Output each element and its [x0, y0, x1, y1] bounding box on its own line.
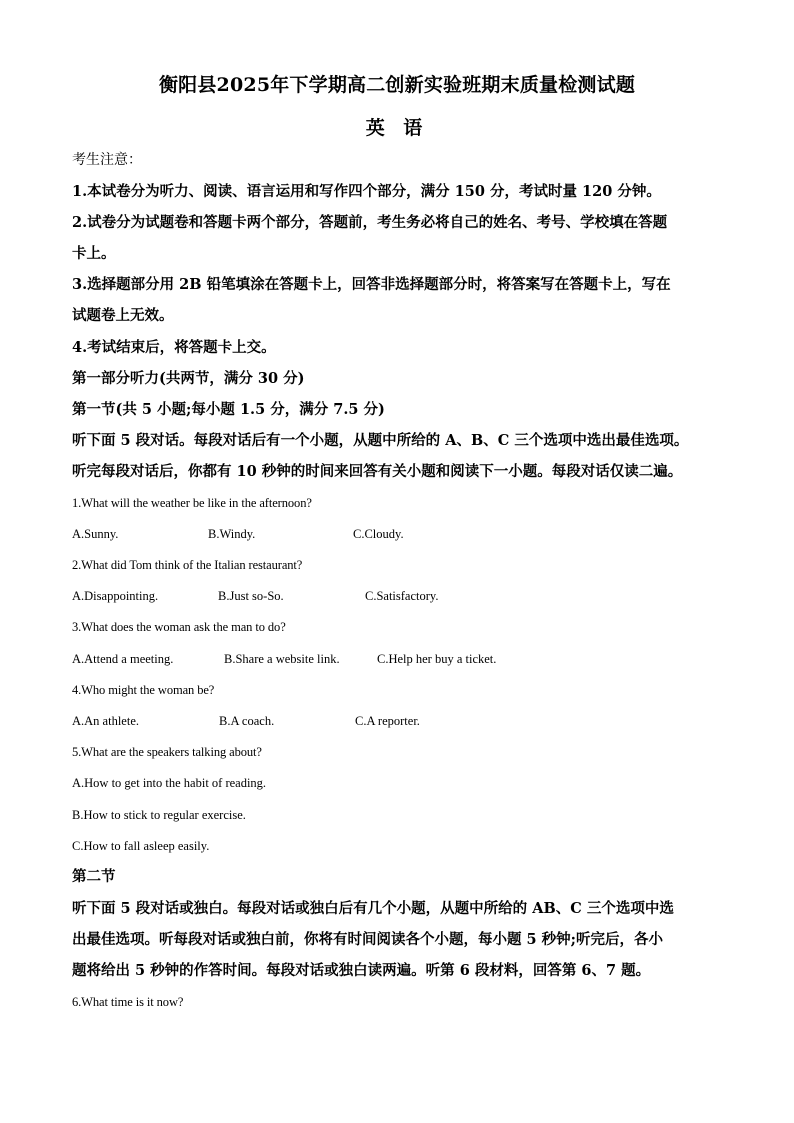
section2-instructions-3: 题将给出 5 秒钟的作答时间。每段对话或独白读两遍。听第 6 段材料，回答第 6、7 题。 — [72, 962, 651, 979]
q1-option-a: A.Sunny. — [72, 527, 119, 541]
notice-item-2-cont: 卡上。 — [72, 245, 116, 262]
section2-instructions-1: 听下面 5 段对话或独白。每段对话或独白后有几个小题，从题中所给的 AB、C 三个选项中选 — [72, 900, 674, 917]
section2-heading: 第二节 — [72, 868, 116, 885]
q4-option-c: C.A reporter. — [355, 714, 420, 728]
q1-option-c: C.Cloudy. — [353, 527, 404, 541]
notice-heading: 考生注意： — [72, 152, 142, 168]
q3-option-a: A.Attend a meeting. — [72, 652, 174, 666]
part1-heading: 第一部分听力(共两节，满分 30 分) — [72, 370, 305, 387]
question-1: 1.What will the weather be like in the afternoon? — [72, 496, 312, 510]
section1-instructions-1: 听下面 5 段对话。每段对话后有一个小题，从题中所给的 A、B、C 三个选项中选出最佳选项。 — [72, 432, 689, 449]
q3-option-b: B.Share a website link. — [224, 652, 340, 666]
notice-item-1: 1.本试卷分为听力、阅读、语言运用和写作四个部分，满分 150 分，考试时量 120 分钟。 — [72, 183, 661, 200]
q4-option-a: A.An athlete. — [72, 714, 139, 728]
q5-option-c: C.How to fall asleep easily. — [72, 839, 210, 853]
question-5: 5.What are the speakers talking about? — [72, 745, 262, 759]
subject-title: 英 语 — [365, 117, 429, 139]
question-3: 3.What does the woman ask the man to do? — [72, 620, 286, 634]
exam-title: 衡阳县2025年下学期高二创新实验班期末质量检测试题 — [158, 74, 636, 96]
question-4: 4.Who might the woman be? — [72, 683, 215, 697]
notice-item-2: 2.试卷分为试题卷和答题卡两个部分，答题前，考生务必将自己的姓名、考号、学校填在答题 — [72, 214, 668, 231]
question-6: 6.What time is it now? — [72, 995, 184, 1009]
q2-option-c: C.Satisfactory. — [365, 589, 439, 603]
q5-option-b: B.How to stick to regular exercise. — [72, 808, 246, 822]
q4-option-b: B.A coach. — [219, 714, 275, 728]
section1-heading: 第一节(共 5 小题;每小题 1.5 分，满分 7.5 分) — [72, 401, 385, 418]
q5-option-a: A.How to get into the habit of reading. — [72, 776, 267, 790]
notice-item-3-cont: 试题卷上无效。 — [72, 307, 174, 324]
section2-instructions-2: 出最佳选项。听每段对话或独白前，你将有时间阅读各个小题，每小题 5 秒钟;听完后，各小 — [72, 931, 664, 948]
q2-option-b: B.Just so-So. — [218, 589, 284, 603]
q1-option-b: B.Windy. — [208, 527, 256, 541]
notice-item-4: 4.考试结束后，将答题卡上交。 — [72, 339, 276, 356]
question-2: 2.What did Tom think of the Italian restaurant? — [72, 558, 303, 572]
q3-option-c: C.Help her buy a ticket. — [377, 652, 497, 666]
notice-item-3: 3.选择题部分用 2B 铅笔填涂在答题卡上，回答非选择题部分时，将答案写在答题卡上，写在 — [72, 276, 671, 293]
section1-instructions-2: 听完每段对话后，你都有 10 秒钟的时间来回答有关小题和阅读下一小题。每段对话仅读二遍。 — [72, 463, 683, 480]
q2-option-a: A.Disappointing. — [72, 589, 159, 603]
